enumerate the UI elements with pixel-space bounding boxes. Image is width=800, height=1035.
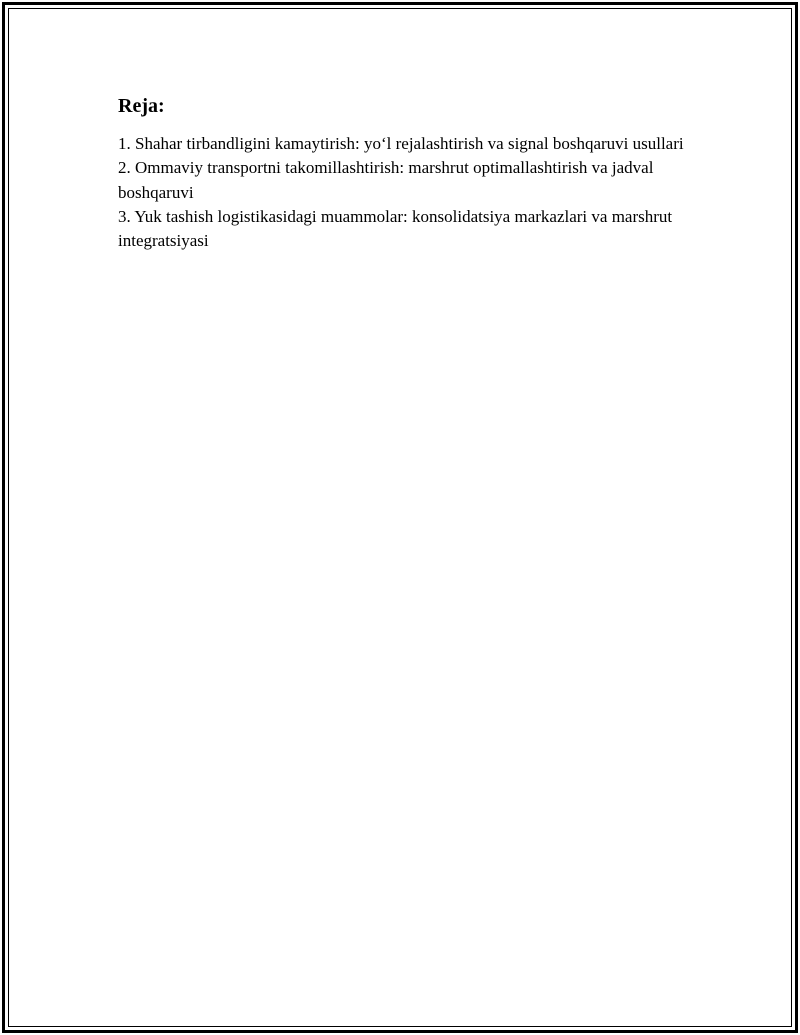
plan-item: 1. Shahar tirbandligini kamaytirish: yo‘l rejalashtirish va signal boshqaruvi usullari	[118, 134, 684, 153]
plan-heading: Reja:	[118, 95, 165, 117]
document-body	[118, 92, 688, 253]
plan-item: 2. Ommaviy transportni takomillashtirish: marshrut optimallashtirish va jadval boshqaruvi	[118, 158, 654, 202]
plan-item: 3. Yuk tashish logistikasidagi muammolar: konsolidatsiya markazlari va marshrut integratsiyasi	[118, 206, 673, 251]
plan-list	[118, 132, 688, 253]
